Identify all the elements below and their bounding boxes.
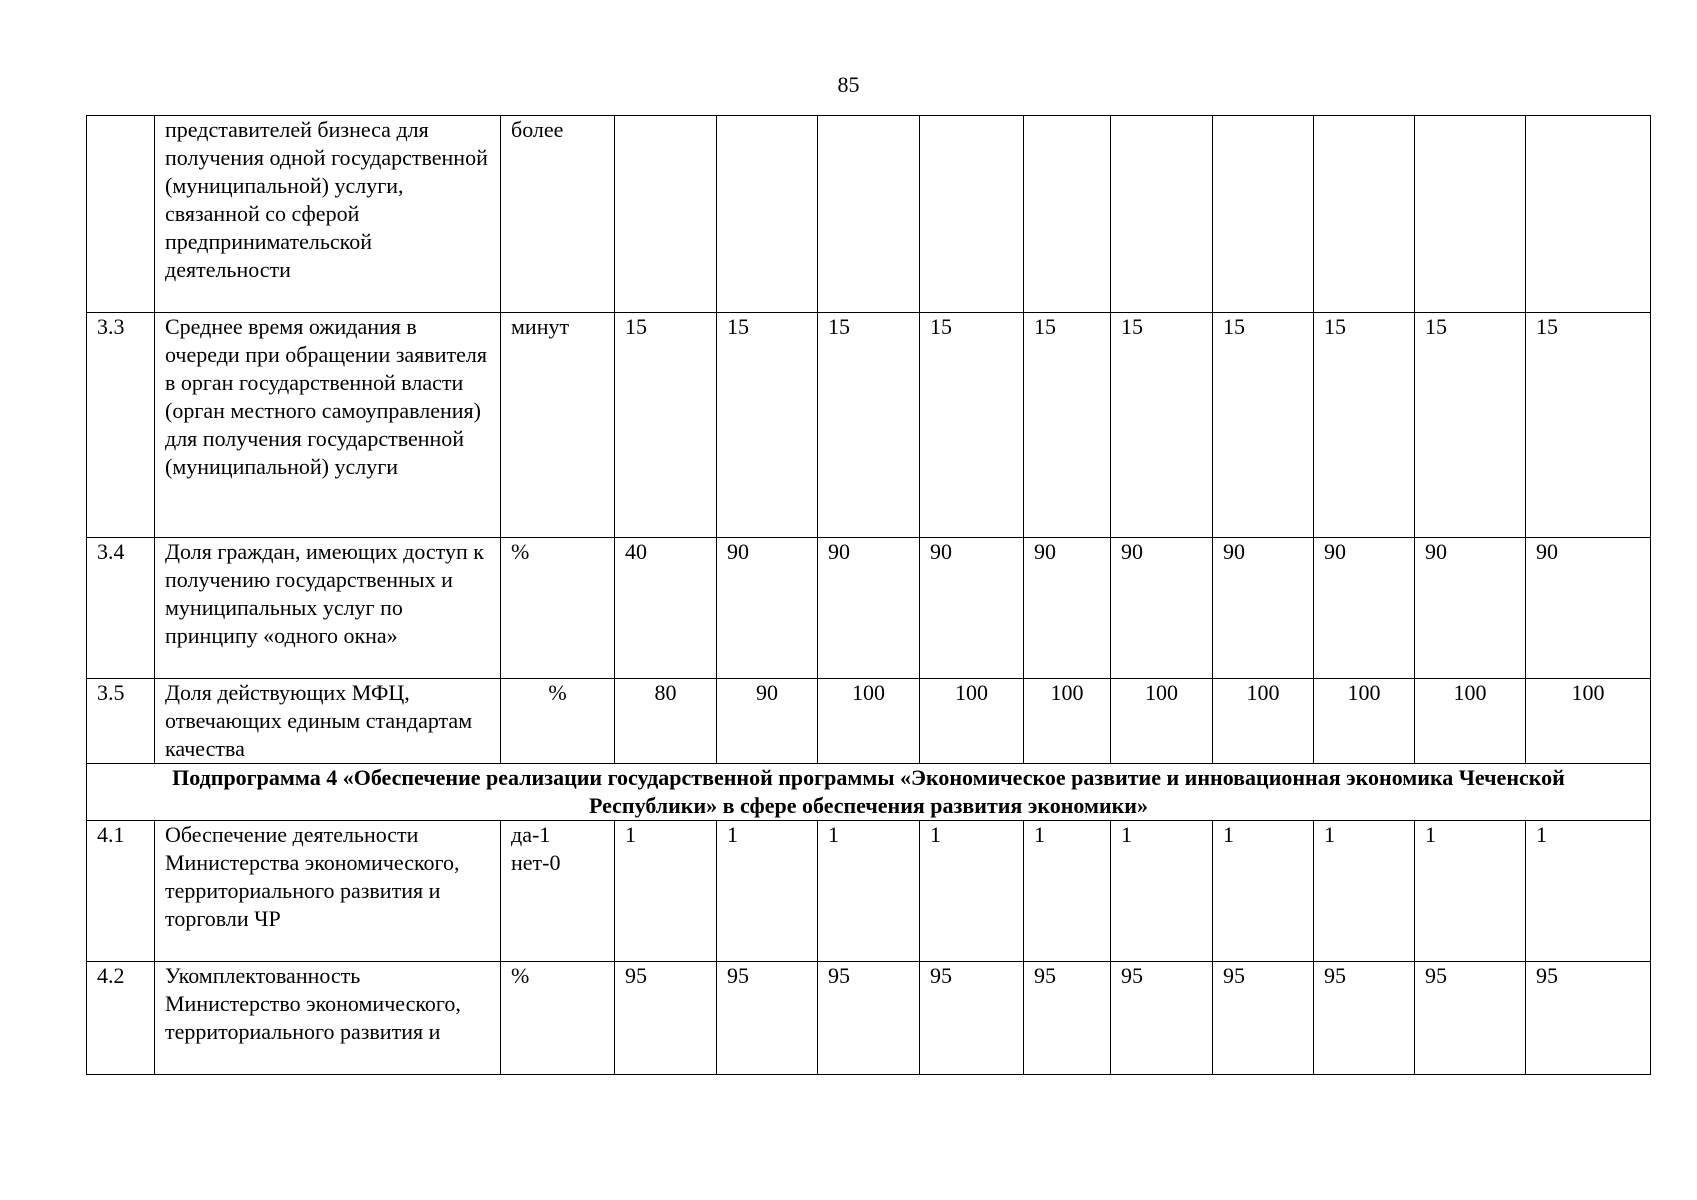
value-cell: 15: [1024, 313, 1111, 538]
value-cell: 90: [717, 679, 818, 764]
value-cell: 95: [1024, 962, 1111, 1075]
value-cell: [1314, 116, 1415, 313]
value-cell: 1: [1415, 821, 1526, 962]
unit-yes: да-1: [511, 822, 551, 847]
value-cell: 100: [818, 679, 920, 764]
indicator-name: представителей бизнеса для получения одной государственной (муниципальной) услуги, связанной со сферой предпринимательской деятельности: [155, 116, 501, 313]
value-cell: 1: [1314, 821, 1415, 962]
value-cell: 100: [1415, 679, 1526, 764]
value-cell: 90: [1526, 538, 1651, 679]
table-row: [87, 313, 1651, 538]
value-cell: 95: [1213, 962, 1314, 1075]
value-cell: [1415, 116, 1526, 313]
value-cell: 1: [615, 821, 717, 962]
unit-no: нет-0: [511, 850, 561, 875]
value-cell: 90: [818, 538, 920, 679]
row-number: 4.1: [87, 821, 155, 962]
value-cell: [1111, 116, 1213, 313]
value-cell: [1024, 116, 1111, 313]
value-cell: [615, 116, 717, 313]
value-cell: 95: [1314, 962, 1415, 1075]
value-cell: 15: [1415, 313, 1526, 538]
table-row: [87, 962, 1651, 1075]
value-cell: 15: [1526, 313, 1651, 538]
table-row: [87, 821, 1651, 962]
value-cell: 100: [1024, 679, 1111, 764]
indicator-name: Доля действующих МФЦ, отвечающих единым стандартам качества: [155, 679, 501, 764]
row-number: [87, 116, 155, 313]
value-cell: 15: [615, 313, 717, 538]
value-cell: 95: [615, 962, 717, 1075]
value-cell: 15: [1314, 313, 1415, 538]
indicator-unit: [501, 821, 615, 962]
indicator-name: Обеспечение деятельности Министерства экономического, территориального развития и торговли ЧР: [155, 821, 501, 962]
indicator-name: Доля граждан, имеющих доступ к получению государственных и муниципальных услуг по принципу «одного окна»: [155, 538, 501, 679]
value-cell: 95: [920, 962, 1024, 1075]
value-cell: 90: [920, 538, 1024, 679]
indicator-unit: %: [501, 679, 615, 764]
value-cell: 95: [717, 962, 818, 1075]
value-cell: 15: [717, 313, 818, 538]
value-cell: 15: [818, 313, 920, 538]
value-cell: 90: [1213, 538, 1314, 679]
value-cell: 1: [1526, 821, 1651, 962]
value-cell: [818, 116, 920, 313]
indicator-name: Среднее время ожидания в очереди при обращении заявителя в орган государственной власти (орган местного самоуправления) для получения государственной (муниципальной) услуги: [155, 313, 501, 538]
value-cell: 95: [1111, 962, 1213, 1075]
value-cell: 95: [1415, 962, 1526, 1075]
indicator-unit: %: [501, 962, 615, 1075]
indicator-unit: более: [501, 116, 615, 313]
value-cell: 90: [717, 538, 818, 679]
value-cell: 100: [1526, 679, 1651, 764]
table-row: [87, 116, 1651, 313]
value-cell: 40: [615, 538, 717, 679]
table-row: [87, 538, 1651, 679]
page-number: 85: [837, 72, 860, 97]
row-number: 4.2: [87, 962, 155, 1075]
indicators-table: [86, 115, 1651, 1075]
value-cell: 1: [1213, 821, 1314, 962]
value-cell: 90: [1314, 538, 1415, 679]
value-cell: 90: [1024, 538, 1111, 679]
row-number: 3.3: [87, 313, 155, 538]
value-cell: 100: [1213, 679, 1314, 764]
value-cell: [1213, 116, 1314, 313]
value-cell: 1: [818, 821, 920, 962]
table-row: [87, 679, 1651, 764]
indicator-name: Укомплектованность Министерство экономического, территориального развития и: [155, 962, 501, 1075]
value-cell: 15: [920, 313, 1024, 538]
value-cell: 15: [1213, 313, 1314, 538]
row-number: 3.4: [87, 538, 155, 679]
value-cell: 1: [920, 821, 1024, 962]
value-cell: 100: [920, 679, 1024, 764]
row-number: 3.5: [87, 679, 155, 764]
value-cell: [1526, 116, 1651, 313]
value-cell: 90: [1111, 538, 1213, 679]
section-title: Подпрограмма 4 «Обеспечение реализации государственной программы «Экономическое развитие и инновационная экономика Чеченской Республики» в сфере обеспечения развития экономики»: [87, 764, 1651, 821]
value-cell: 90: [1415, 538, 1526, 679]
value-cell: 1: [1024, 821, 1111, 962]
value-cell: [920, 116, 1024, 313]
value-cell: 95: [818, 962, 920, 1075]
value-cell: 95: [1526, 962, 1651, 1075]
value-cell: 1: [717, 821, 818, 962]
section-row: [87, 764, 1651, 821]
value-cell: 1: [1111, 821, 1213, 962]
value-cell: 15: [1111, 313, 1213, 538]
value-cell: [717, 116, 818, 313]
value-cell: 100: [1314, 679, 1415, 764]
value-cell: 100: [1111, 679, 1213, 764]
indicator-unit: %: [501, 538, 615, 679]
value-cell: 80: [615, 679, 717, 764]
indicator-unit: минут: [501, 313, 615, 538]
